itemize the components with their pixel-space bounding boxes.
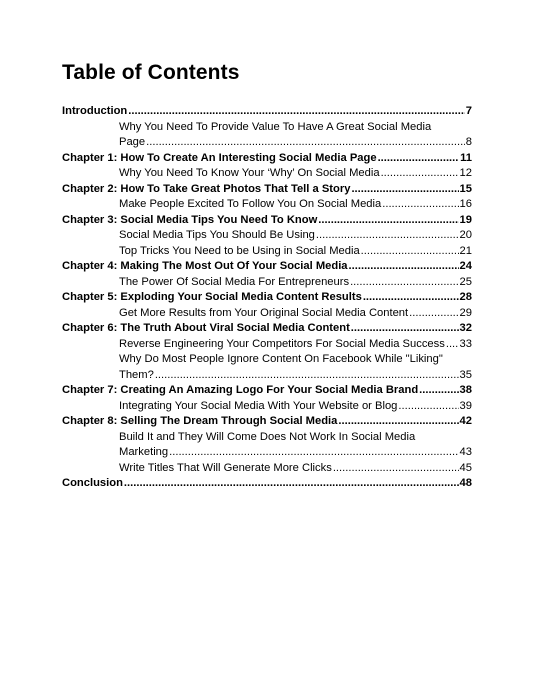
toc-entry-title: Chapter 4: Making The Most Out Of Your Social Media <box>62 260 348 272</box>
toc-page-number: 48 <box>459 477 472 489</box>
toc-entry-title-continued: Marketing <box>119 446 169 458</box>
toc-entry-build-it[interactable] <box>62 430 472 461</box>
toc-entry-chapter-8[interactable] <box>62 414 472 430</box>
dot-leader <box>351 182 458 198</box>
toc-entry-title: Introduction <box>62 105 128 117</box>
toc-entry-title: Chapter 7: Creating An Amazing Logo For Your Social Media Brand <box>62 384 419 396</box>
toc-entry-write-titles[interactable] <box>62 461 472 477</box>
dot-leader <box>316 228 459 244</box>
toc-entry-conclusion[interactable] <box>62 476 472 492</box>
table-of-contents <box>62 104 472 492</box>
toc-entry-title: Top Tricks You Need to be Using in Social Media <box>119 244 360 257</box>
dot-leader <box>318 213 458 229</box>
toc-entry-title: Write Titles That Will Generate More Clicks <box>119 461 332 474</box>
toc-page-number: 7 <box>465 105 472 117</box>
toc-entry-chapter-7[interactable] <box>62 383 472 399</box>
toc-entry-title: Social Media Tips You Should Be Using <box>119 229 315 241</box>
dot-leader <box>155 368 459 384</box>
toc-page-number: 38 <box>459 384 472 396</box>
dot-leader <box>409 306 458 322</box>
dot-leader <box>361 244 459 260</box>
dot-leader <box>124 476 459 492</box>
toc-entry-title: Conclusion <box>62 477 123 489</box>
dot-leader <box>350 275 458 291</box>
toc-entry-title: Build It and They Will Come Does Not Work In Social Media <box>119 430 416 443</box>
toc-entry-title: Chapter 1: How To Create An Interesting Social Media Page <box>62 151 377 164</box>
dot-leader <box>169 445 458 461</box>
toc-entry-title: Reverse Engineering Your Competitors For Social Media Success <box>119 337 445 350</box>
toc-page-number: 32 <box>459 322 472 334</box>
dot-leader <box>349 259 459 275</box>
toc-entry-tips-should-use[interactable] <box>62 228 472 244</box>
toc-page-number: 15 <box>459 182 472 195</box>
toc-entry-title: Make People Excited To Follow You On Social Media <box>119 198 382 210</box>
dot-leader <box>419 383 458 399</box>
toc-entry-ignore-content-facebook[interactable] <box>62 352 472 383</box>
toc-entry-title: Chapter 8: Selling The Dream Through Social Media <box>62 415 338 427</box>
toc-page-number: 25 <box>459 275 472 288</box>
toc-entry-title: Integrating Your Social Media With Your Website or Blog <box>119 399 398 412</box>
toc-entry-provide-value[interactable] <box>62 120 472 151</box>
toc-page-number: 21 <box>459 244 472 257</box>
toc-entry-reverse-engineering[interactable] <box>62 337 472 353</box>
toc-entry-chapter-1[interactable] <box>62 151 472 167</box>
toc-entry-title: The Power Of Social Media For Entrepreneurs <box>119 275 350 288</box>
toc-entry-make-people-excited[interactable] <box>62 197 472 213</box>
dot-leader <box>333 461 459 477</box>
dot-leader <box>382 197 458 213</box>
toc-entry-introduction[interactable] <box>62 104 472 120</box>
dot-leader <box>378 151 460 167</box>
toc-page-number: 19 <box>459 213 472 226</box>
toc-page-number: 12 <box>459 167 472 179</box>
dot-leader <box>128 104 465 120</box>
toc-entry-top-tricks[interactable] <box>62 244 472 260</box>
toc-entry-power-for-entrepreneurs[interactable] <box>62 275 472 291</box>
toc-entry-title: Chapter 6: The Truth About Viral Social Media Content <box>62 322 350 334</box>
toc-page-number: 16 <box>459 198 472 210</box>
toc-entry-chapter-3[interactable] <box>62 213 472 229</box>
toc-page-number: 45 <box>459 461 472 474</box>
dot-leader <box>446 337 459 353</box>
toc-entry-know-your-why[interactable] <box>62 166 472 182</box>
toc-entry-title: Chapter 2: How To Take Great Photos That Tell a Story <box>62 182 351 195</box>
toc-entry-more-results[interactable] <box>62 306 472 322</box>
dot-leader <box>363 290 459 306</box>
toc-entry-title: Get More Results from Your Original Social Media Content <box>119 306 409 319</box>
toc-page-number: 24 <box>459 260 472 272</box>
toc-page-number: 42 <box>459 415 472 427</box>
toc-entry-chapter-4[interactable] <box>62 259 472 275</box>
toc-entry-title: Chapter 5: Exploding Your Social Media Content Results <box>62 291 362 303</box>
toc-entry-chapter-2[interactable] <box>62 182 472 198</box>
toc-entry-title: Chapter 3: Social Media Tips You Need To Know <box>62 213 318 226</box>
toc-page-number: 11 <box>460 151 472 164</box>
dot-leader <box>338 414 458 430</box>
toc-entry-title: Why You Need To Know Your ‘Why’ On Social Media <box>119 167 380 179</box>
toc-page-number: 35 <box>459 368 472 381</box>
toc-page-number: 28 <box>459 291 472 303</box>
toc-entry-title: Why Do Most People Ignore Content On Facebook While "Liking" <box>119 353 443 365</box>
toc-entry-title: Why You Need To Provide Value To Have A Great Social Media <box>119 120 432 133</box>
toc-page-number: 33 <box>459 337 472 350</box>
toc-entry-title-continued: Page <box>119 136 146 148</box>
toc-entry-title-continued: Them? <box>119 368 154 381</box>
dot-leader <box>146 135 465 151</box>
dot-leader <box>398 399 458 415</box>
toc-page-number: 39 <box>459 399 472 412</box>
dot-leader <box>351 321 459 337</box>
dot-leader <box>381 166 459 182</box>
page-title: Table of Contents <box>62 61 240 84</box>
toc-page-number: 43 <box>459 446 472 458</box>
toc-page-number: 20 <box>459 229 472 241</box>
toc-entry-integrating-website[interactable] <box>62 399 472 415</box>
toc-entry-chapter-6[interactable] <box>62 321 472 337</box>
toc-page-number: 8 <box>465 136 472 148</box>
toc-page-number: 29 <box>459 306 472 319</box>
toc-entry-chapter-5[interactable] <box>62 290 472 306</box>
